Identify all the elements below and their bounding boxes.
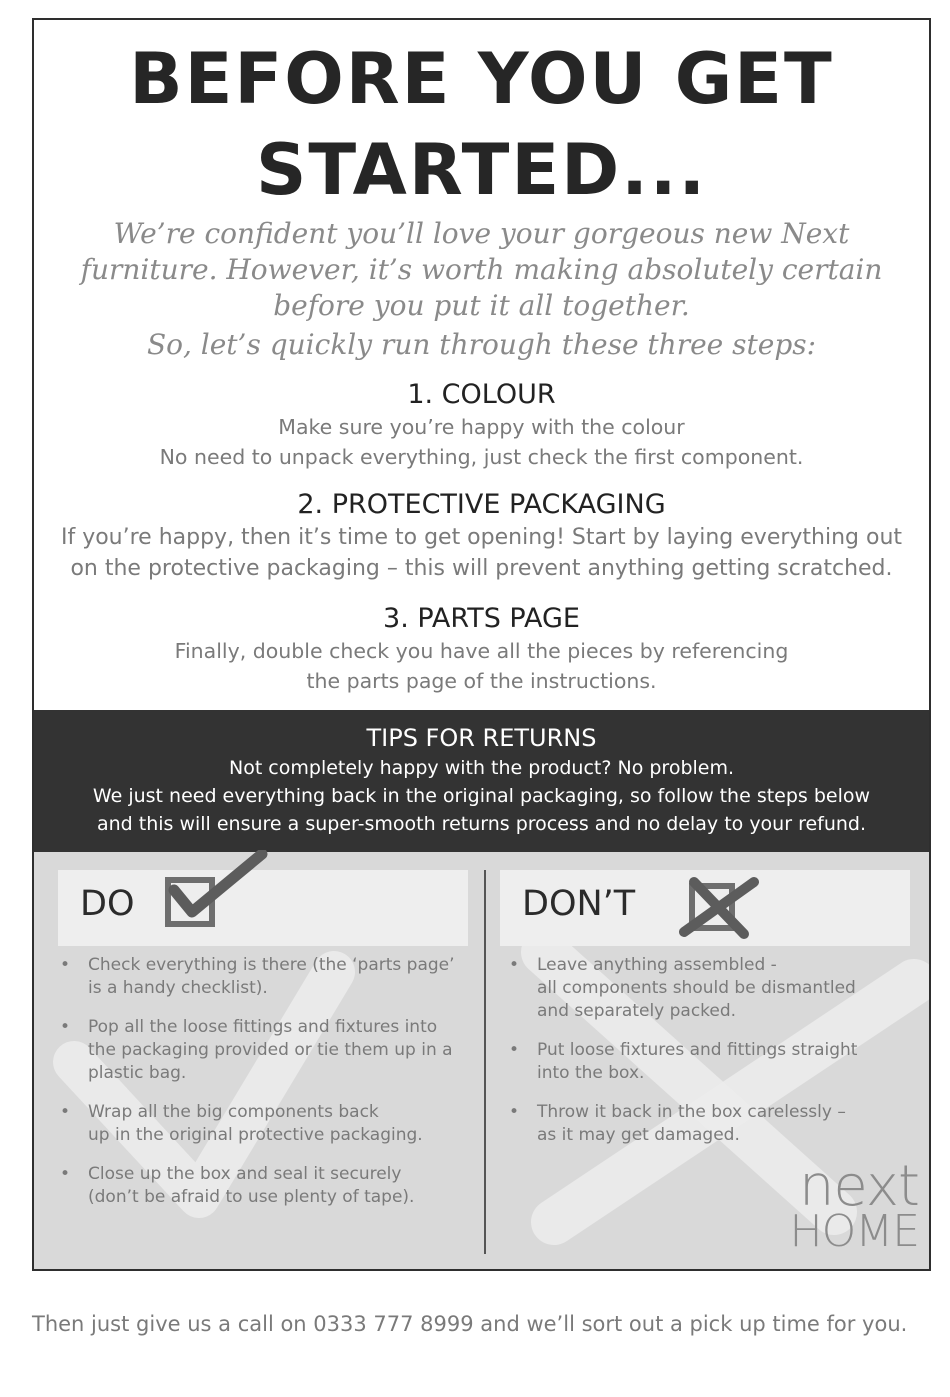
tips-line-3: and this will ensure a super-smooth returns process and no delay to your refund. (96, 813, 867, 835)
tips-heading: TIPS FOR RETURNS (366, 724, 597, 752)
crossed-box-icon (678, 876, 768, 940)
step-colour (34, 378, 929, 472)
footer-call-to-action: Then just give us a call on 0333 777 8999 and we’ll sort out a pick up time for you. (32, 1312, 908, 1336)
list-item: • Throw it back in the box carelessly – as it may get damaged. (507, 1101, 907, 1147)
step-text-line: Finally, double check you have all the pieces by referencing (174, 639, 789, 663)
column-divider (484, 870, 486, 1254)
step-text-line: No need to unpack everything, just check the first component. (159, 445, 804, 469)
intro-line-1: We’re confident you’ll love your gorgeous new Next (113, 217, 850, 250)
step-text-line: the parts page of the instructions. (306, 669, 657, 693)
intro-paragraph (64, 216, 899, 363)
dont-header (500, 870, 910, 946)
do-header (58, 870, 468, 946)
list-item: • Close up the box and seal it securely (don’t be afraid to use plenty of tape). (58, 1163, 478, 1209)
tips-for-returns-banner (34, 710, 929, 852)
step-protective-packaging (34, 488, 929, 584)
step-heading: 1. COLOUR (407, 379, 556, 410)
step-heading: 2. PROTECTIVE PACKAGING (297, 489, 666, 520)
title-line-1: BEFORE YOU GET (129, 38, 834, 120)
step-text-line: If you’re happy, then it’s time to get opening! Start by laying everything out (60, 525, 903, 550)
intro-line-2: furniture. However, it’s worth making absolutely certain (80, 253, 883, 286)
do-dont-panel (34, 852, 929, 1269)
title-line-2: STARTED... (255, 129, 708, 211)
checked-box-icon (162, 850, 282, 940)
page-title (34, 34, 929, 216)
step-heading: 3. PARTS PAGE (383, 603, 580, 634)
list-item: • Wrap all the big components back up in the original protective packaging. (58, 1101, 478, 1147)
list-item: • Pop all the loose fittings and fixtures into the packaging provided or tie them up in a plastic bag. (58, 1016, 478, 1085)
list-item: • Check everything is there (the ‘parts page’ is a handy checklist). (58, 954, 478, 1000)
intro-line-3: before you put it all together. (273, 289, 690, 322)
list-item: • Leave anything assembled - all components should be dismantled and separately packed. (507, 954, 907, 1023)
tips-line-1: Not completely happy with the product? No problem. (228, 757, 735, 779)
step-parts-page (34, 602, 929, 696)
list-item: • Put loose fixtures and fittings straight into the box. (507, 1039, 907, 1085)
next-home-logo: next HOME (789, 1154, 919, 1257)
intro-line-4: So, let’s quickly run through these three steps: (146, 328, 817, 361)
do-label: DO (80, 884, 135, 924)
dont-list (507, 954, 907, 1147)
step-text-line: on the protective packaging – this will prevent anything getting scratched. (70, 556, 893, 581)
tips-line-2: We just need everything back in the original packaging, so follow the steps below (92, 785, 871, 807)
step-text-line: Make sure you’re happy with the colour (278, 415, 685, 439)
dont-label: DON’T (522, 884, 636, 924)
do-list (58, 954, 478, 1209)
instruction-sheet (32, 18, 931, 1271)
